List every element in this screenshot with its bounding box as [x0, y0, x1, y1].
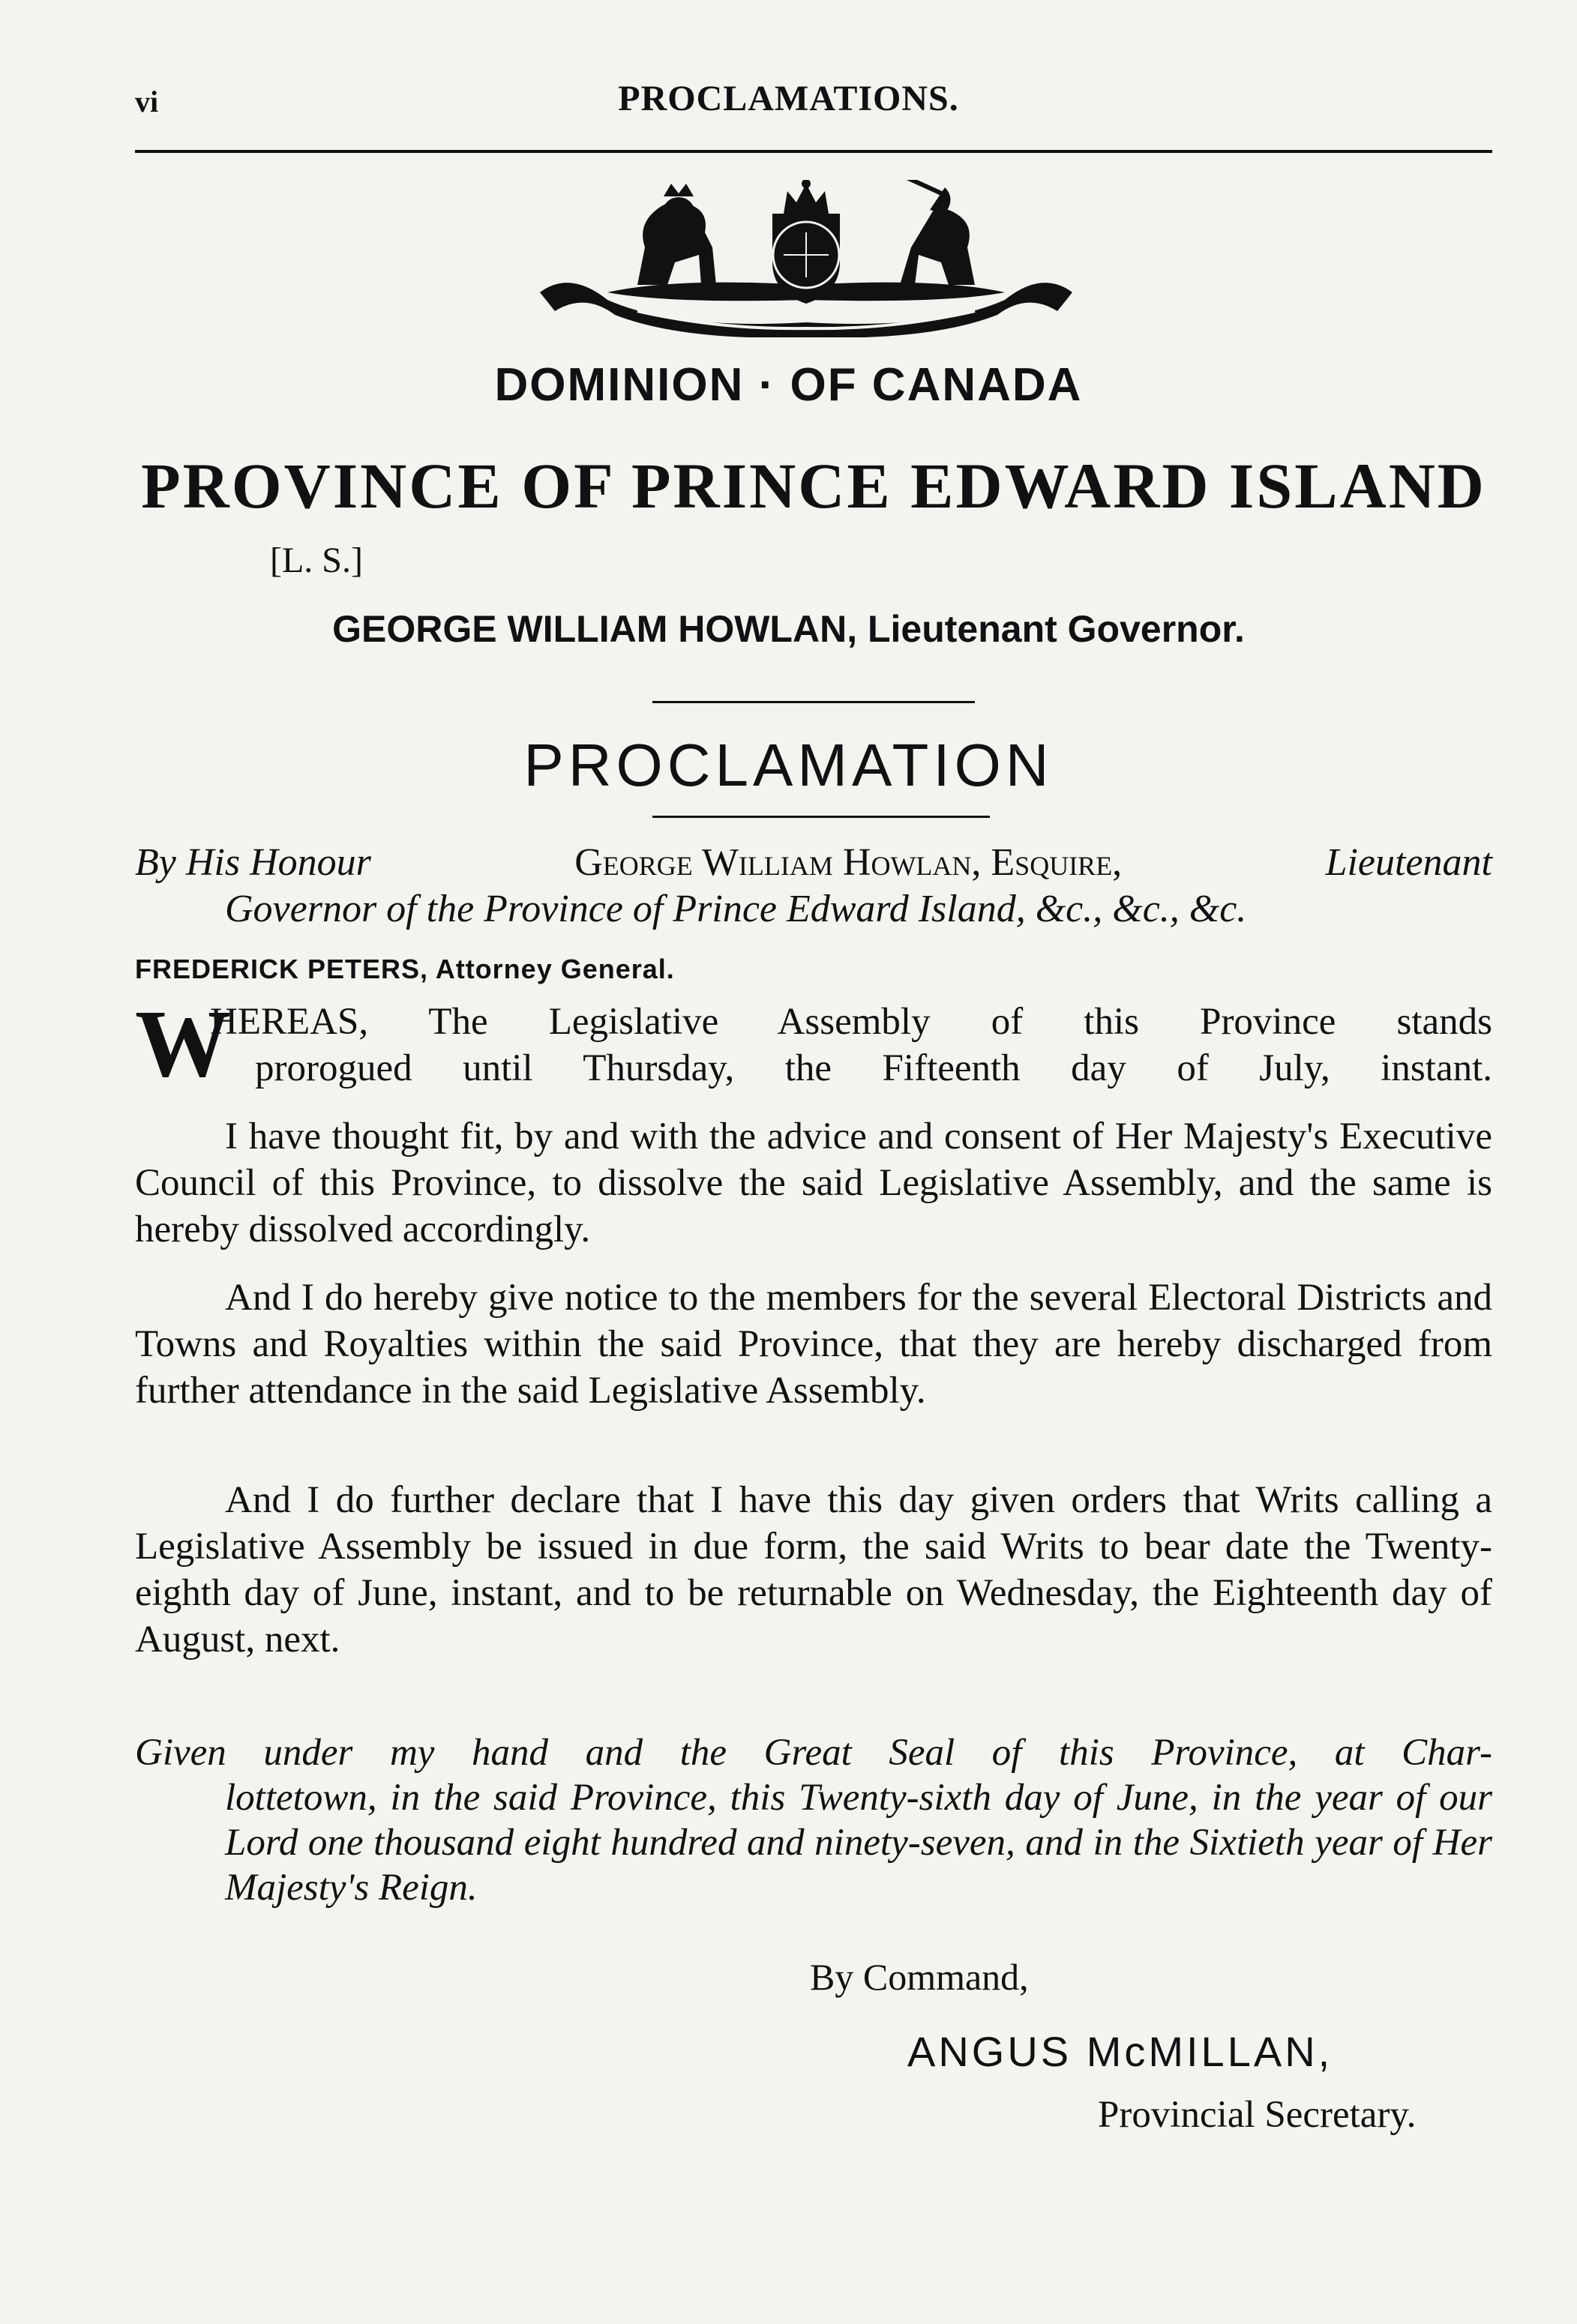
- signatory-title: Provincial Secretary.: [1098, 2094, 1417, 2136]
- signatory-name: ANGUS McMILLAN,: [907, 2028, 1333, 2075]
- royal-coat-of-arms-icon: [525, 180, 1087, 337]
- governor-title: Governor of the Province of Prince Edward Island, &c., &c., &c.: [225, 888, 1247, 930]
- document-title: PROCLAMATION: [523, 732, 1054, 798]
- whereas-line-2: prorogued until Thursday, the Fifteenth day of July, instant.: [255, 1047, 1492, 1089]
- whereas-line-1: HEREAS, The Legislative Assembly of this Province stands: [210, 1001, 1492, 1043]
- drop-cap: W: [135, 990, 231, 1097]
- dissolution-paragraph: I have thought fit, by and with the advice and consent of Her Majesty's Executive Council of this Province, to dissolve the said Legislative Assembly, and the same is hereby dissolved accordingly.: [135, 1116, 1492, 1250]
- given-line-1: Given under my hand and the Great Seal of this Province, at Char-: [135, 1732, 1492, 1774]
- lieutenant-label: Lieutenant: [1325, 841, 1492, 884]
- page-number: vi: [135, 85, 159, 118]
- province-heading: PROVINCE OF PRINCE EDWARD ISLAND: [141, 450, 1486, 522]
- writs-paragraph: And I do further declare that I have this day given orders that Writs calling a Legislative Assembly be issued in due form, the said Writs to bear date the Twenty-eighth day of June, instant, and to be returnable on Wednesday, the Eighteenth day of August, next.: [135, 1479, 1492, 1661]
- attorney-general: FREDERICK PETERS, Attorney General.: [135, 954, 675, 984]
- running-head: PROCLAMATIONS.: [618, 79, 959, 118]
- notice-paragraph: And I do hereby give notice to the members for the several Electoral Districts and Towns and Royalties within the said Province, that they are hereby discharged from further attendance in the said Legislative Assembly.: [135, 1277, 1492, 1412]
- by-command: By Command,: [810, 1956, 1029, 1998]
- given-under-paragraph: [135, 1730, 1492, 1910]
- given-rest: lottetown, in the said Province, this Twenty-sixth day of June, in the year of our Lord one thousand eight hundred and ninety-seven, and in the Sixtieth year of Her Majesty's Reign.: [225, 1777, 1492, 1909]
- seal-mark: [L. S.]: [270, 541, 363, 580]
- header-rule: [135, 150, 1492, 153]
- whereas-paragraph: [135, 990, 1492, 1097]
- title-rule-bottom: [652, 816, 990, 818]
- authority-line: [135, 840, 1492, 933]
- title-rule-top: [652, 701, 975, 703]
- governor-name: George William Howlan, Esquire,: [574, 841, 1123, 884]
- dominion-heading: DOMINION · OF CANADA: [494, 359, 1083, 411]
- governor-line: GEORGE WILLIAM HOWLAN, Lieutenant Governor.: [332, 608, 1245, 650]
- by-honour-prefix: By His Honour: [135, 841, 371, 884]
